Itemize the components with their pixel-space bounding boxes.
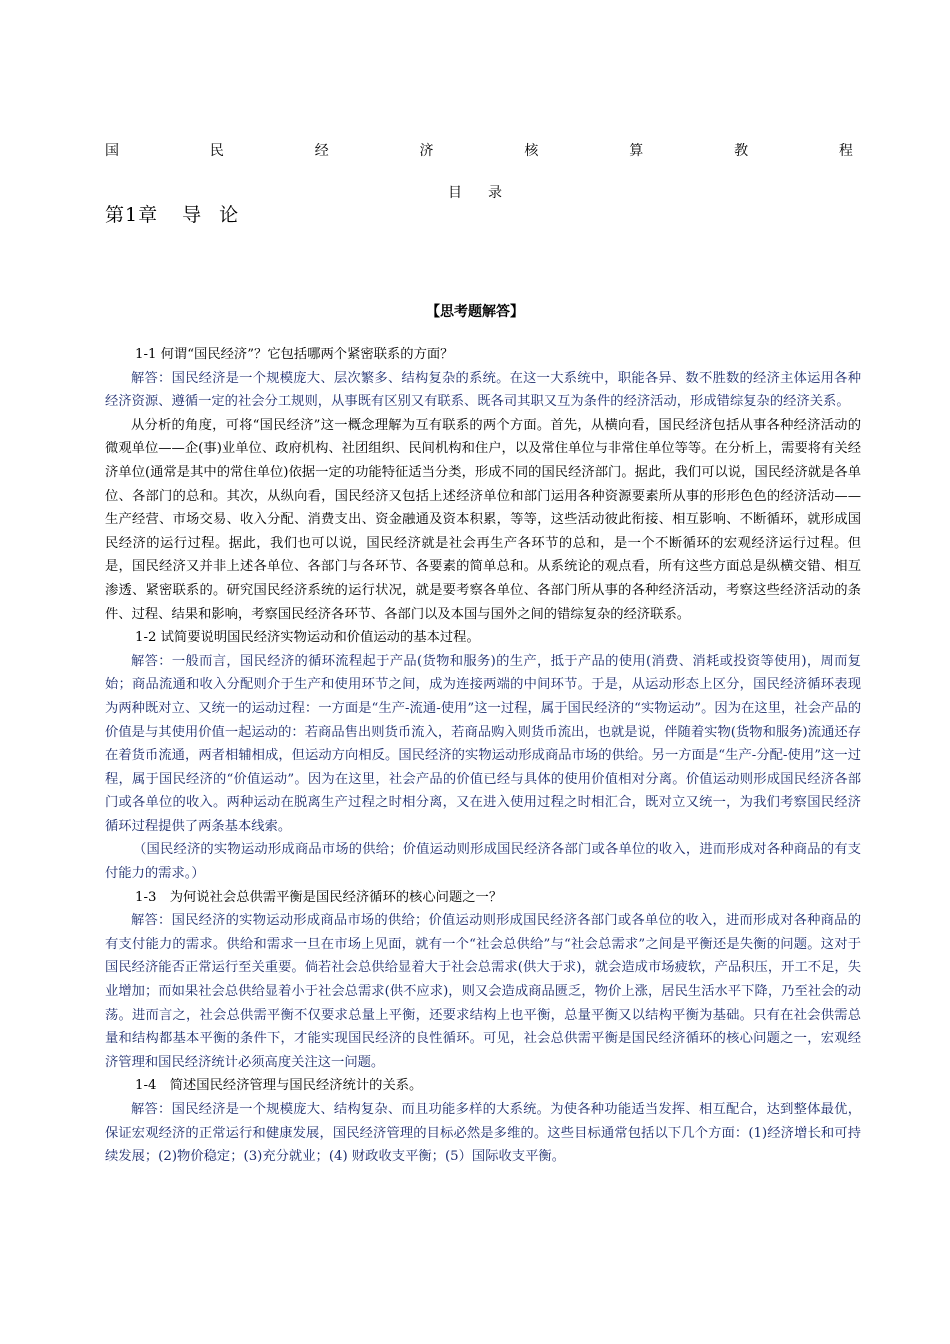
answer-3: 解答：国民经济的实物运动形成商品市场的供给；价值运动则形成国民经济各部门或各单位的收入，进而形成对各种商品的有支付能力的需求。供给和需求一旦在市场上见面，就有一个“社会总供给”与“社会总需求”之间是平衡还是失衡的问题。这对于国民经济能否正常运行至关重要。倘若社会总供给显着大于社会总需求(供大于求)，就会造成市场疲软，产品积压，开工不足，失业增加；而如果社会总供给显着小于社会总需求(供不应求)，则又会造成商品匮乏，物价上涨，居民生活水平下降，乃至社会的动荡。进而言之，社会总供需平衡不仅要求总量上平衡，还要求结构上也平衡，总量平衡又以结构平衡为基础。只有在社会供需总量和结构都基本平衡的条件下，才能实现国民经济的良性循环。可见，社会总供需平衡是国民经济循环的核心问题之一，宏观经济管理和国民经济统计必须高度关注这一问题。 bbox=[105, 913, 861, 1070]
book-title-char: 核 bbox=[524, 143, 539, 159]
answer-2-note: （国民经济的实物运动形成商品市场的供给；价值运动则形成国民经济各部门或各单位的收入，进而形成对各种商品的有支付能力的需求。） bbox=[105, 842, 861, 882]
toc-heading: 目录 bbox=[448, 185, 528, 201]
book-title-char: 济 bbox=[419, 143, 434, 159]
chapter-heading bbox=[105, 200, 256, 227]
answer-2: 解答：一般而言，国民经济的循环流程起于产品(货物和服务)的生产，抵于产品的使用(消费、消耗或投资等使用)，周而复始；商品流通和收入分配则介于生产和使用环节之间，成为连接两端的中间环节。于是，从运动形态上区分，国民经济循环表现为两种既对立、又统一的运动过程：一方面是“生产-流通-使用”这一过程，属于国民经济的“实物运动”。因为在这里，社会产品的价值是与其使用价值一起运动的：若商品售出则货币流入，若商品购入则货币流出，也就是说，伴随着实物(货物和服务)流通还存在着货币流通，两者相辅相成，但运动方向相反。国民经济的实物运动形成商品市场的供给。另一方面是“生产-分配-使用”这一过程，属于国民经济的“价值运动”。因为在这里，社会产品的价值已经与具体的使用价值相对分离。价值运动则形成国民经济各部门或各单位的收入。两种运动在脱离生产过程之时相分离，又在进入使用过程之时相汇合，既对立又统一，为我们考察国民经济循环过程提供了两条基本线索。 bbox=[105, 653, 861, 834]
question-3: 1-3 为何说社会总供需平衡是国民经济循环的核心问题之一？ bbox=[135, 889, 503, 905]
book-title-char: 教 bbox=[734, 143, 749, 159]
question-1: 1-1 何谓“国民经济”？它包括哪两个紧密联系的方面？ bbox=[135, 347, 454, 362]
answer-4: 解答：国民经济是一个规模庞大、结构复杂、而且功能多样的大系统。为使各种功能适当发挥、相互配合，达到整体最优，保证宏观经济的正常运行和健康发展，国民经济管理的目标必然是多维的。这些目标通常包括以下几个方面：(1)经济增长和可持续发展；(2)物价稳定；(3)充分就业；(4) 财政收支平衡；(5）国际收支平衡。 bbox=[105, 1102, 861, 1165]
book-title-char: 国 bbox=[105, 143, 119, 159]
section-title: 【思考题解答】 bbox=[426, 304, 524, 320]
book-title-char: 民 bbox=[209, 143, 224, 159]
book-title-char: 程 bbox=[838, 143, 853, 159]
book-title bbox=[105, 140, 853, 160]
chapter-number: 第1章 bbox=[105, 204, 159, 226]
book-title-char: 经 bbox=[314, 143, 329, 159]
answer-1-paragraph-2: 从分析的角度，可将“国民经济”这一概念理解为互有联系的两个方面。首先，从横向看，国民经济包括从事各种经济活动的微观单位——企(事)业单位、政府机构、社团组织、民间机构和住户，以及常住单位与非常住单位等等。在分析上，需要将有关经济单位(通常是其中的常住单位)依据一定的功能特征适当分类，形成不同的国民经济部门。据此，我们可以说，国民经济就是各单位、各部门的总和。其次，从纵向看，国民经济又包括上述经济单位和部门运用各种资源要素所从事的形形色色的经济活动——生产经营、市场交易、收入分配、消费支出、资金融通及资本积累，等等，这些活动彼此衔接、相互影响、不断循环，就形成国民经济的运行过程。据此，我们也可以说，国民经济就是社会再生产各环节的总和，是一个不断循环的宏观经济运行过程。但是，国民经济又并非上述各单位、各部门与各环节、各要素的简单总和。从系统论的观点看，所有这些方面总是纵横交错、相互渗透、紧密联系的。研究国民经济系统的运行状况，就是要考察各单位、各部门所从事的各种经济活动，考察这些经济活动的条件、过程、结果和影响，考察国民经济各环节、各部门以及本国与国外之间的错综复杂的经济联系。 bbox=[105, 417, 861, 622]
chapter-title: 导论 bbox=[182, 204, 257, 226]
book-title-char: 算 bbox=[629, 143, 644, 159]
question-4: 1-4 简述国民经济管理与国民经济统计的关系。 bbox=[135, 1078, 423, 1094]
answer-1-paragraph-1: 解答：国民经济是一个规模庞大、层次繁多、结构复杂的系统。在这一大系统中，职能各异、数不胜数的经济主体运用各种经济资源、遵循一定的社会分工规则，从事既有区别又有联系、既各司其职又互为条件的经济活动，形成错综复杂的经济关系。 bbox=[105, 370, 861, 410]
question-2: 1-2 试简要说明国民经济实物运动和价值运动的基本过程。 bbox=[135, 630, 480, 646]
main-content bbox=[105, 343, 861, 1169]
